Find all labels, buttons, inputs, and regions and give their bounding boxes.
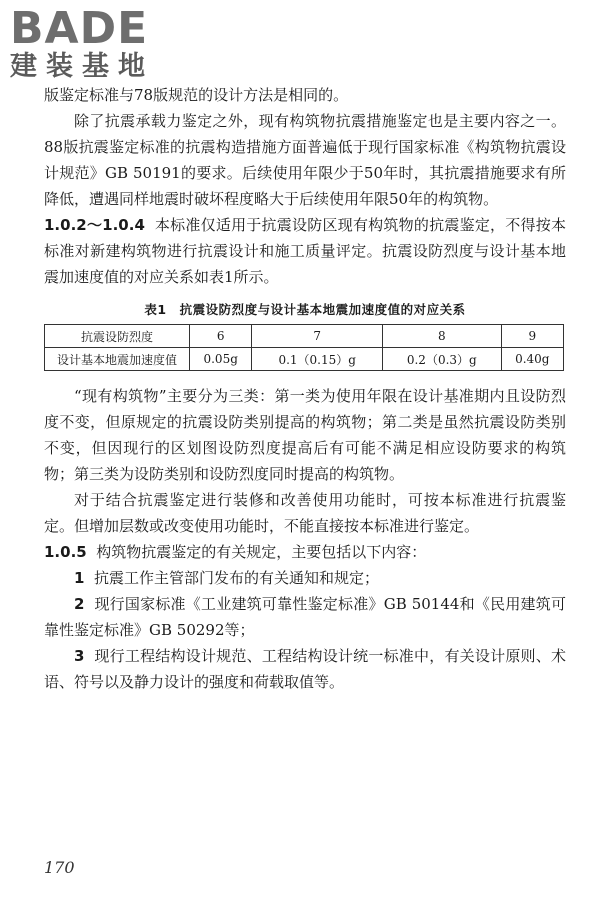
- table-row: [45, 325, 564, 348]
- page-number: 170: [44, 858, 75, 877]
- paragraph-existing-structures: “现有构筑物”主要分为三类：第一类为使用年限在设计基准期内且设防烈度不变，但原规定的抗震设防类别提高的构筑物；第二类是虽然抗震设防类别不变，但因现行的区划图设防烈度提高后有可能不满足相应设防要求的构筑物；第三类为设防类别和设防烈度同时提高的构筑物。: [44, 387, 566, 483]
- section-text: 本标准仅适用于抗震设防区现有构筑物的抗震鉴定，不得按本标准对新建构筑物进行抗震设计和施工质量评定。抗震设防烈度与设计基本地震加速度值的对应关系如表1所示。: [44, 216, 566, 286]
- section-1-0-5: [44, 539, 566, 565]
- list-item: [44, 643, 566, 695]
- table-caption: 表1 抗震设防烈度与设计基本地震加速度值的对应关系: [144, 302, 466, 317]
- table-cell: 0.2（0.3）g: [383, 348, 502, 371]
- table-cell: 7: [252, 325, 383, 348]
- item-text: 抗震工作主管部门发布的有关通知和规定；: [93, 569, 379, 587]
- section-number: 1.0.5: [44, 543, 87, 561]
- section-number: 1.0.2～1.0.4: [44, 216, 145, 234]
- logo-text-cn: 建装基地: [10, 51, 154, 82]
- intensity-table: [44, 324, 564, 371]
- section-text: 构筑物抗震鉴定的有关规定，主要包括以下内容：: [96, 543, 427, 561]
- table-cell: 8: [383, 325, 502, 348]
- item-text: 现行工程结构设计规范、工程结构设计统一标准中，有关设计原则、术语、符号以及静力设计的强度和荷载取值等。: [44, 647, 566, 691]
- section-1-0-2: [44, 212, 566, 290]
- paragraph-renovation: 对于结合抗震鉴定进行装修和改善使用功能时，可按本标准进行抗震鉴定。但增加层数或改变使用功能时，不能直接按本标准进行鉴定。: [44, 491, 566, 535]
- table-cell: 抗震设防烈度: [45, 325, 190, 348]
- list-item: [44, 591, 566, 643]
- table-cell: 设计基本地震加速度值: [45, 348, 190, 371]
- table-cell: 9: [501, 325, 563, 348]
- page-body: [44, 82, 566, 695]
- item-text: 现行国家标准《工业建筑可靠性鉴定标准》GB 50144和《民用建筑可靠性鉴定标准》GB 50292等；: [44, 595, 566, 639]
- table-cell: 0.05g: [190, 348, 252, 371]
- item-number: 2: [74, 595, 85, 613]
- logo: [10, 3, 180, 84]
- table-cell: 0.1（0.15）g: [252, 348, 383, 371]
- paragraph-seismic-measures: 除了抗震承载力鉴定之外，现有构筑物抗震措施鉴定也是主要内容之一。88版抗震鉴定标准的抗震构造措施方面普遍低于现行国家标准《构筑物抗震设计规范》GB 50191的要求。后续使用年限少于50年时，其抗震措施要求有所降低，遭遇同样地震时破坏程度略大于后续使用年限50年的构筑物。: [44, 112, 566, 208]
- item-number: 1: [74, 569, 85, 587]
- paragraph-continued: 版鉴定标准与78版规范的设计方法是相同的。: [44, 86, 349, 104]
- table-cell: 6: [190, 325, 252, 348]
- item-number: 3: [74, 647, 85, 665]
- logo-text-en: BADE: [10, 3, 149, 54]
- list-item: [44, 565, 566, 591]
- table-row: [45, 348, 564, 371]
- table-cell: 0.40g: [501, 348, 563, 371]
